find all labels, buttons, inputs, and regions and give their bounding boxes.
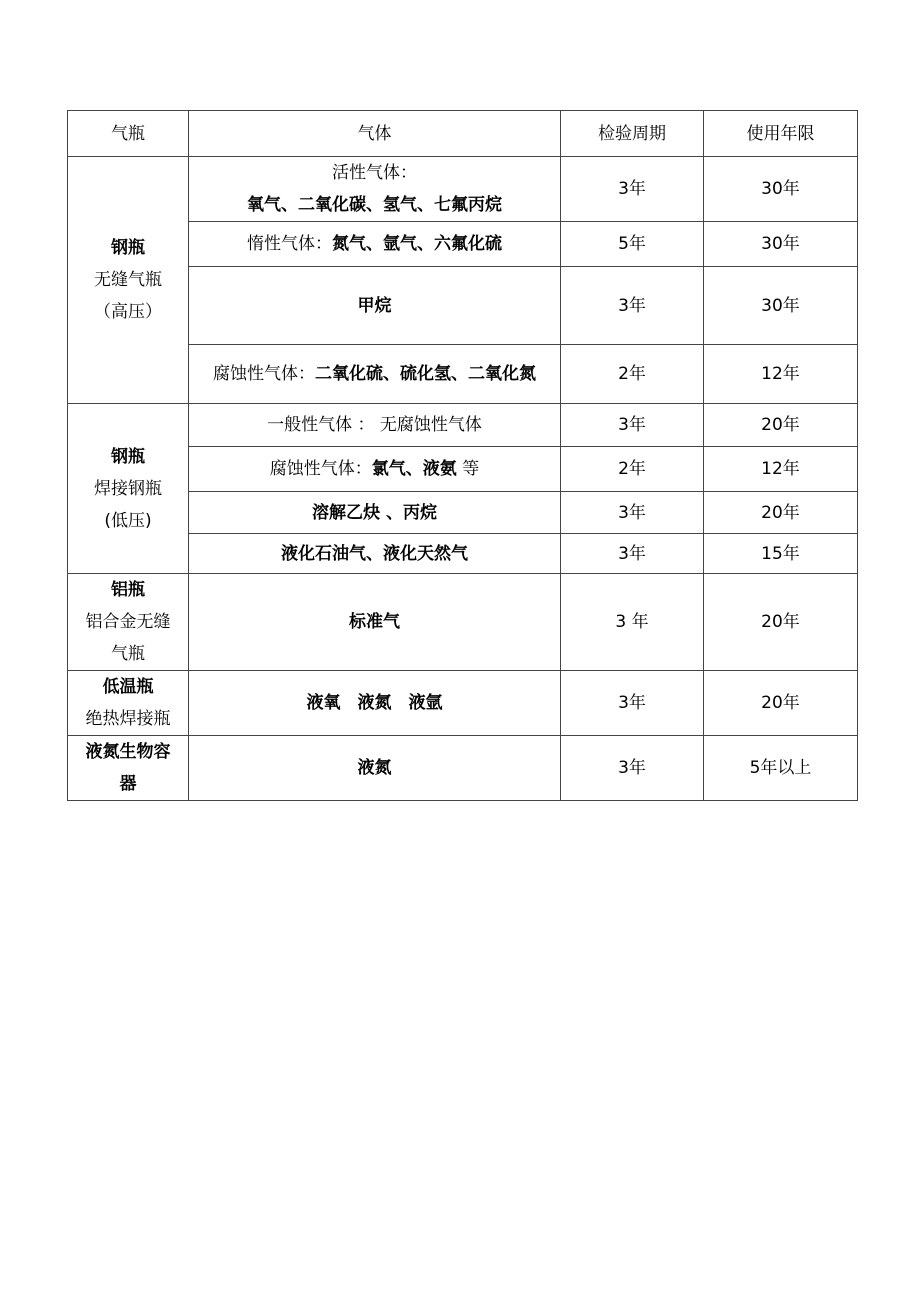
header-cylinder: 气瓶 [68,111,189,157]
gas-list: 氧气、二氧化碳、氢气、七氟丙烷 [247,195,502,215]
gas-cell [189,447,561,492]
cylinder-type-cell [68,671,189,736]
gas-cell [189,345,561,404]
cylinder-type-name: 铝瓶 [111,580,145,600]
gas-category: 一般性气体 ： [267,415,375,435]
gas-list: 液氮 [357,758,392,778]
gas-category: 活性气体： [332,163,417,183]
cylinder-type-name: 钢瓶 [111,446,145,467]
cylinder-type-name-cont: 器 [119,774,137,794]
gas-list: 二氧化硫、硫化氢、二氧化氮 [315,364,536,384]
gas-cell [189,534,561,574]
cylinder-type-pressure: （高压） [94,302,162,322]
cylinder-type-desc: 绝热焊接瓶 [85,709,171,729]
cycle-cell: 3年 [561,267,704,345]
gas-list: 标准气 [349,612,400,632]
gas-category: 惰性气体： [247,234,332,254]
life-cell: 30年 [704,222,858,267]
cylinder-type-cell [68,157,189,404]
gas-list: 甲烷 [357,295,392,316]
cylinder-type-name: 低温瓶 [102,677,154,697]
table-row [68,404,858,447]
cylinder-type-cell [68,736,189,801]
life-cell: 12年 [704,345,858,404]
gas-list: 氮气、氩气、六氟化硫 [332,234,502,254]
gas-note: 等 [462,459,480,479]
gas-note: 无腐蚀性气体 [379,415,482,435]
cylinder-type-desc: 焊接钢瓶 [94,478,162,499]
gas-category: 腐蚀性气体： [213,364,315,384]
gas-cell [189,404,561,447]
life-cell: 5年以上 [704,736,858,801]
header-inspection-cycle: 检验周期 [561,111,704,157]
cycle-cell: 3年 [561,492,704,534]
life-cell: 12年 [704,447,858,492]
table-row [68,671,858,736]
life-cell: 20年 [704,671,858,736]
life-cell: 30年 [704,157,858,222]
table-row [68,157,858,222]
cylinder-type-cell [68,404,189,574]
gas-cell [189,222,561,267]
header-row [68,111,858,157]
gas-category: 腐蚀性气体： [269,459,372,479]
cylinder-type-desc: 铝合金无缝 [85,612,171,632]
life-cell: 30年 [704,267,858,345]
cycle-cell: 3年 [561,671,704,736]
gas-list: 氯气、液氨 [371,459,457,479]
table-row [68,574,858,671]
cylinder-type-pressure: (低压) [104,510,152,531]
life-cell: 20年 [704,492,858,534]
cylinder-type-name: 钢瓶 [111,238,145,258]
cylinder-inspection-table [67,110,858,801]
table-row [68,736,858,801]
gas-cell [189,267,561,345]
cylinder-type-cell [68,574,189,671]
gas-cell [189,157,561,222]
cycle-cell: 5年 [561,222,704,267]
life-cell: 15年 [704,534,858,574]
cylinder-type-desc: 气瓶 [111,644,145,664]
cycle-cell: 3年 [561,736,704,801]
cylinder-type-desc: 无缝气瓶 [94,270,162,290]
gas-list: 液化石油气、液化天然气 [281,543,468,564]
gas-cell [189,492,561,534]
cycle-cell: 3 年 [561,574,704,671]
cycle-cell: 3年 [561,157,704,222]
cycle-cell: 2年 [561,447,704,492]
gas-list: 液氧 液氮 液氩 [306,693,443,713]
header-service-life: 使用年限 [704,111,858,157]
gas-list: 溶解乙炔 、丙烷 [312,502,437,523]
life-cell: 20年 [704,574,858,671]
cycle-cell: 2年 [561,345,704,404]
life-cell: 20年 [704,404,858,447]
gas-cell [189,671,561,736]
header-gas: 气体 [189,111,561,157]
gas-cell [189,574,561,671]
cycle-cell: 3年 [561,404,704,447]
cylinder-type-name: 液氮生物容 [85,742,171,762]
cycle-cell: 3年 [561,534,704,574]
gas-cell [189,736,561,801]
